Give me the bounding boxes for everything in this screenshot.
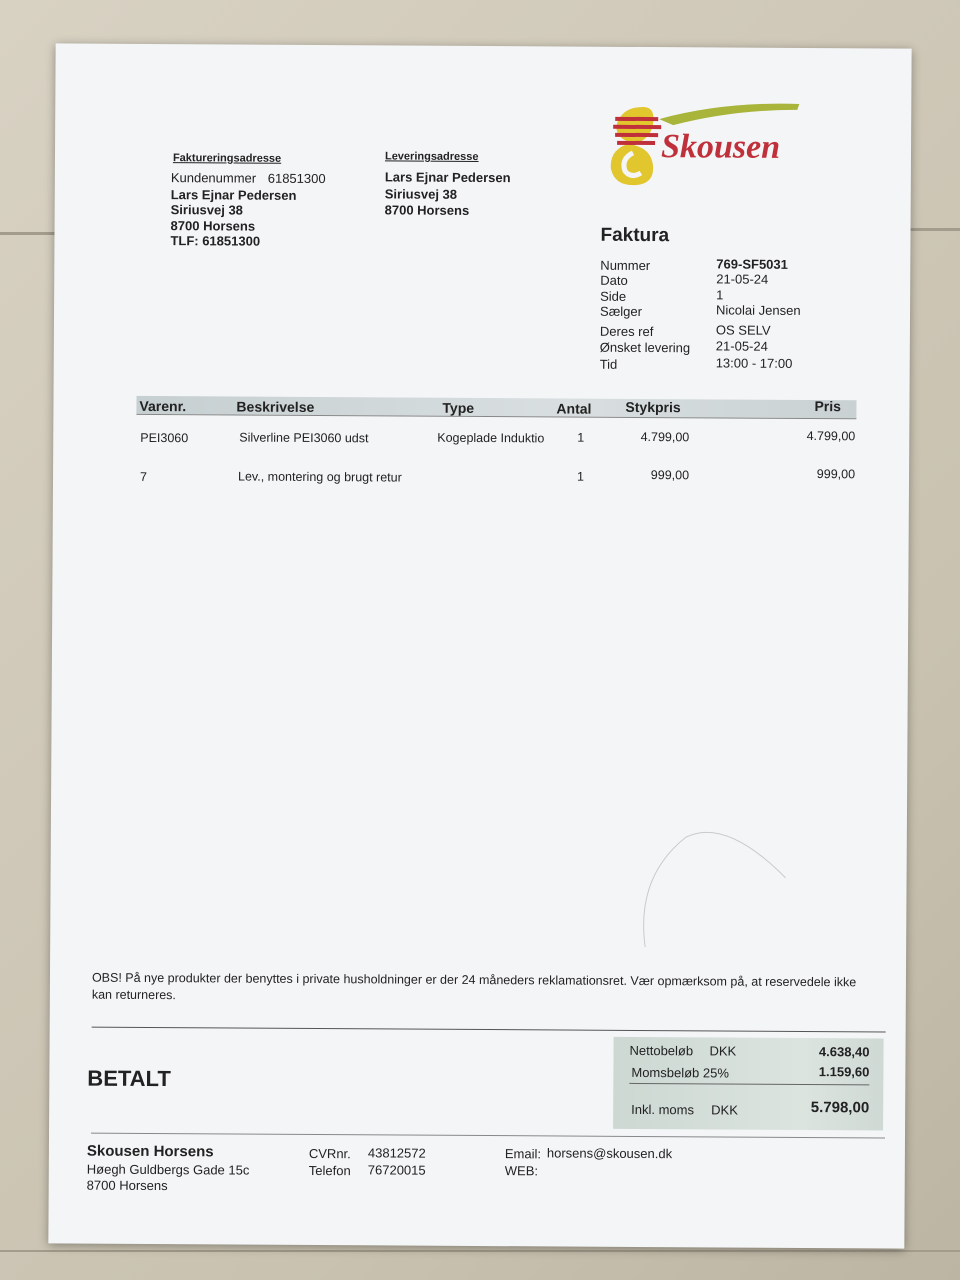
- notice-text: OBS! På nye produkter der benyttes i private husholdninger er der 24 måneders reklamationsret. Vær opmærksom på, at reservedele ikke kan returneres.: [91, 970, 857, 1003]
- customer-number-row: [171, 170, 326, 186]
- col-header-antal: Antal: [556, 400, 592, 417]
- row1-type: Kogeplade Induktio: [437, 430, 545, 446]
- invoice-field-value: 1: [716, 287, 724, 303]
- netto-value: 4.638,40: [818, 1044, 870, 1060]
- invoice-field-label: Ønsket levering: [599, 339, 691, 356]
- invoice-field-value: 21-05-24: [716, 271, 769, 287]
- footer-phone-label: Telefon: [308, 1162, 351, 1179]
- paid-status: BETALT: [87, 1065, 171, 1092]
- billing-heading: Faktureringsadresse: [172, 152, 282, 165]
- row1-pris: 4.799,00: [806, 428, 856, 444]
- invoice-field-label: Nummer: [600, 257, 651, 274]
- footer-cvr-value: 43812572: [367, 1145, 426, 1161]
- invoice-field-label: Deres ref: [599, 323, 654, 340]
- row1-beskrivelse: Silverline PEI3060 udst: [239, 430, 369, 446]
- customer-number-value: 61851300: [267, 170, 326, 187]
- footer-email-label: Email:: [504, 1146, 542, 1162]
- delivery-street: Siriusvej 38: [384, 186, 458, 202]
- customer-number-label: Kundenummer: [170, 170, 257, 186]
- billing-street: Siriusvej 38: [170, 202, 243, 218]
- invoice-field-value: OS SELV: [715, 322, 771, 338]
- row2-pris: 999,00: [816, 467, 856, 482]
- row1-antal: 1: [577, 430, 585, 445]
- col-header-beskrivelse: Beskrivelse: [236, 398, 315, 415]
- billing-phone: TLF: 61851300: [170, 233, 261, 249]
- col-header-varenr: Varenr.: [139, 397, 187, 415]
- row2-beskrivelse: Lev., montering og brugt retur: [237, 469, 402, 485]
- invoice-paper: [48, 43, 911, 1248]
- footer-phone-value: 76720015: [367, 1162, 426, 1178]
- billing-city: 8700 Horsens: [170, 218, 256, 234]
- delivery-heading: Leveringsadresse: [384, 150, 479, 163]
- moms-value: 1.159,60: [818, 1064, 870, 1080]
- invoice-field-label: Dato: [600, 272, 628, 288]
- netto-label: Nettobeløb: [629, 1042, 694, 1059]
- footer-cvr-label: CVRnr.: [308, 1145, 351, 1162]
- invoice-field-value: Nicolai Jensen: [716, 302, 801, 318]
- invoice-title: Faktura: [600, 224, 670, 247]
- footer-company: Skousen Horsens: [86, 1142, 214, 1161]
- row2-varenr: 7: [139, 469, 148, 484]
- moms-label: Momsbeløb 25%: [631, 1064, 729, 1081]
- logo-wordmark: Skousen: [660, 128, 781, 166]
- invoice-field-value: 21-05-24: [715, 338, 768, 354]
- divider-top: [92, 1027, 886, 1033]
- row2-antal: 1: [576, 469, 585, 484]
- hair-mark: [635, 817, 796, 958]
- footer-web-label: WEB:: [504, 1163, 539, 1179]
- col-header-pris: Pris: [814, 398, 841, 415]
- billing-name: Lars Ejnar Pedersen: [170, 187, 297, 203]
- invoice-field-label: Side: [600, 288, 627, 304]
- invoice-field-value: 13:00 - 17:00: [715, 355, 793, 371]
- invoice-field-value: 769-SF5031: [716, 256, 788, 272]
- footer-street: Høegh Guldbergs Gade 15c: [86, 1161, 250, 1178]
- total-currency: DKK: [711, 1102, 738, 1118]
- skousen-logo: [603, 99, 804, 196]
- invoice-field-label: Sælger: [600, 303, 643, 319]
- row1-stykpris: 4.799,00: [640, 429, 690, 445]
- col-header-type: Type: [442, 399, 475, 416]
- delivery-name: Lars Ejnar Pedersen: [384, 169, 511, 186]
- row1-varenr: PEI3060: [140, 430, 189, 446]
- col-header-stykpris: Stykpris: [625, 398, 681, 416]
- divider-bottom: [91, 1133, 885, 1139]
- invoice-field-label: Tid: [599, 356, 618, 372]
- delivery-city: 8700 Horsens: [384, 202, 470, 218]
- footer-city: 8700 Horsens: [86, 1177, 168, 1194]
- netto-currency: DKK: [709, 1043, 737, 1059]
- total-label: Inkl. moms: [631, 1101, 695, 1118]
- row2-stykpris: 999,00: [650, 468, 690, 483]
- footer-email-link[interactable]: horsens@skousen.dk: [546, 1145, 673, 1162]
- total-value: 5.798,00: [810, 1099, 870, 1117]
